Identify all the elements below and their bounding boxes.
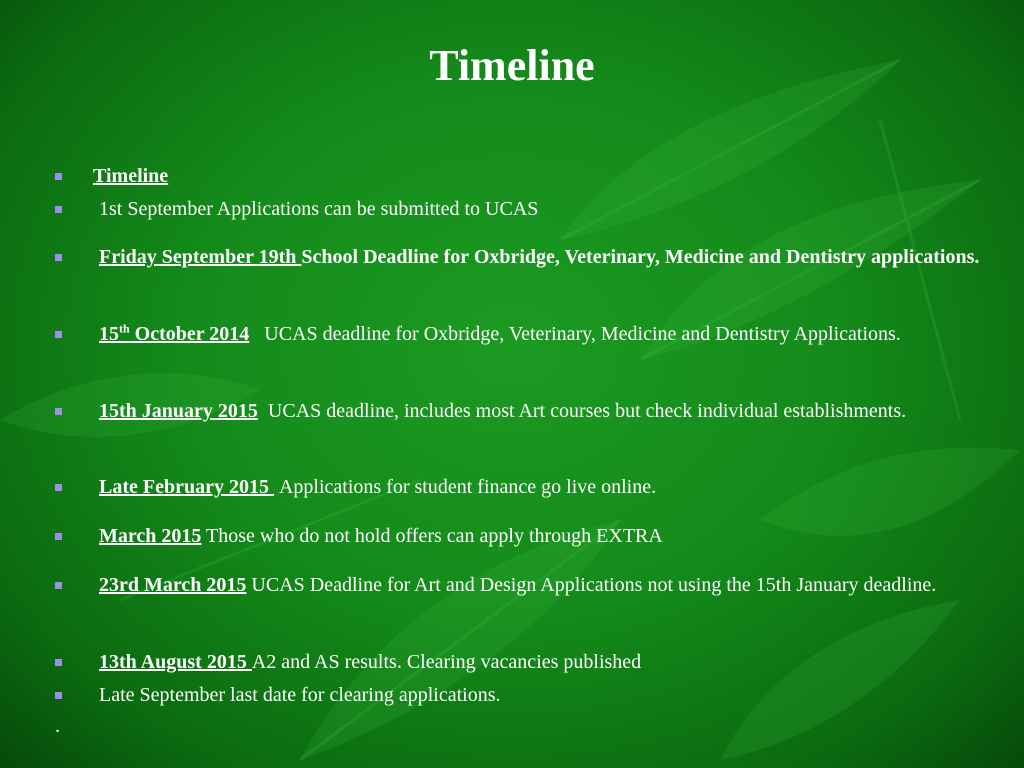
square-bullet-icon bbox=[55, 331, 62, 338]
square-bullet-icon bbox=[55, 659, 62, 666]
item-label-ordinal: th bbox=[119, 321, 130, 336]
item-label: 23rd March 2015 bbox=[99, 574, 247, 596]
list-item bbox=[93, 196, 983, 223]
square-bullet-icon bbox=[55, 692, 62, 699]
square-bullet-icon bbox=[55, 173, 62, 180]
item-label: 13th August 2015 bbox=[99, 651, 252, 673]
square-bullet-icon bbox=[55, 582, 62, 589]
square-bullet-icon bbox=[55, 408, 62, 415]
square-bullet-icon bbox=[55, 254, 62, 261]
item-text: Late September last date for clearing applications. bbox=[99, 684, 501, 706]
slide-title: Timeline bbox=[429, 41, 595, 90]
item-text: UCAS deadline for Oxbridge, Veterinary, Medicine and Dentistry Applications. bbox=[264, 323, 901, 345]
item-text: UCAS deadline, includes most Art courses but check individual establishments. bbox=[267, 400, 907, 422]
list-item bbox=[93, 244, 983, 271]
list-item bbox=[93, 321, 983, 348]
list-item bbox=[93, 163, 983, 190]
item-text: Applications for student finance go live online. bbox=[278, 476, 657, 498]
square-bullet-icon bbox=[55, 484, 62, 491]
item-text: School Deadline for Oxbridge, Veterinary, Medicine and Dentistry applications. bbox=[301, 246, 980, 268]
trailing-dot: . bbox=[55, 715, 60, 737]
item-label: 15th January 2015 bbox=[99, 400, 258, 422]
item-label: Friday September 19th bbox=[99, 246, 302, 268]
list-item bbox=[93, 649, 983, 676]
item-text: 1st September Applications can be submitted to UCAS bbox=[99, 198, 539, 220]
square-bullet-icon bbox=[55, 206, 62, 213]
item-label bbox=[93, 323, 249, 345]
list-item bbox=[93, 523, 983, 550]
list-item bbox=[93, 474, 983, 501]
item-text: A2 and AS results. Clearing vacancies published bbox=[251, 651, 642, 673]
item-label-day: 15 bbox=[99, 323, 119, 345]
item-label: March 2015 bbox=[99, 525, 202, 547]
item-label: Late February 2015 bbox=[99, 476, 274, 498]
list-item bbox=[93, 682, 983, 709]
item-label: Timeline bbox=[93, 165, 169, 187]
item-text: Those who do not hold offers can apply through EXTRA bbox=[201, 525, 663, 547]
list-item bbox=[93, 572, 983, 599]
list-item bbox=[93, 398, 983, 425]
item-label-rest: October 2014 bbox=[129, 323, 250, 345]
square-bullet-icon bbox=[55, 533, 62, 540]
item-text: UCAS Deadline for Art and Design Applications not using the 15th January deadline. bbox=[246, 574, 937, 596]
